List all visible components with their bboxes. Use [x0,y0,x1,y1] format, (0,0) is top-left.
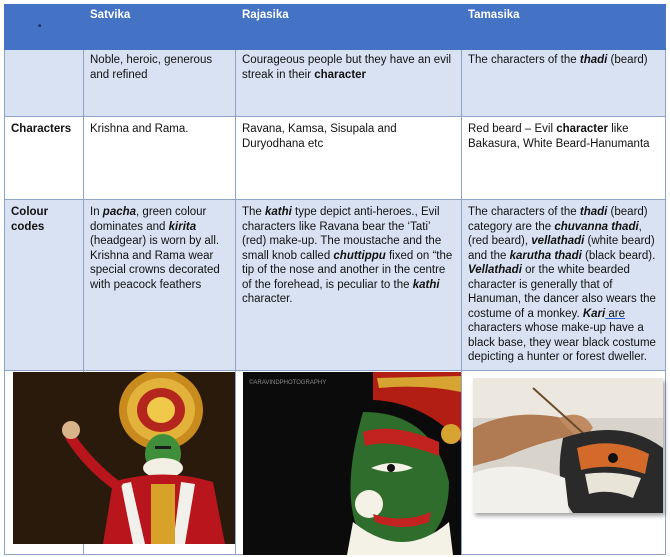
cell-tamasika-colour: The characters of the thadi (beard) category are the chuvanna thadi, (red beard), vellathadi (white beard) and the karutha thadi (black beard). Vellathadi or the white bearded character is generally that of Hanuman, the dancer also wears the costume of a monkey. Kari are characters whose make-up have a black base, they wear black costume depicting a hunter or forest dweller. [462,200,666,371]
row-label-empty [4,50,84,117]
cell-tamasika-intro: The characters of the thadi (beard) [462,50,666,117]
cell-satvika-characters: Krishna and Rama. [84,117,236,200]
cell-rajasika-colour: The kathi type depict anti-heroes., Evil characters like Ravana bear the ‘Tati’ (red) make-up. The moustache and the small knob called chuttippu fixed on “the tip of the nose and another in the centre of the forehead, is peculiar to the kathi character. [236,200,462,371]
cell-rajasika-characters: Ravana, Kamsa, Sisupala and Duryodhana etc [236,117,462,200]
bullet-icon: • [38,21,42,32]
row-label-characters: Characters [4,117,84,200]
header-satvika: Satvika [84,4,236,50]
header-cell-empty [4,4,84,50]
kathakali-character-table [4,4,666,555]
rajasika-kathakali-image [243,372,461,555]
cell-rajasika-intro: Courageous people but they have an evil streak in their character [236,50,462,117]
table-row-intro [4,50,666,117]
cell-tamasika-characters: Red beard – Evil character like Bakasura, White Beard-Hanumanta [462,117,666,200]
cell-satvika-intro: Noble, heroic, generous and refined [84,50,236,117]
header-tamasika: Tamasika [462,4,666,50]
tamasika-makeup-image [473,378,663,513]
watermark-text: ©ARAVINDPHOTOGRAPHY [249,380,327,386]
cell-satvika-colour: In pacha, green colour dominates and kirita (headgear) is worn by all. Krishna and Rama wear special crowns decorated with peacock feathers [84,200,236,371]
satvika-kathakali-image [13,372,235,544]
table-row-characters [4,117,666,200]
row-label-colour-codes: Colour codes [4,200,84,371]
table-header-row [4,4,666,50]
table-row-colour-codes [4,200,666,371]
header-rajasika: Rajasika [236,4,462,50]
